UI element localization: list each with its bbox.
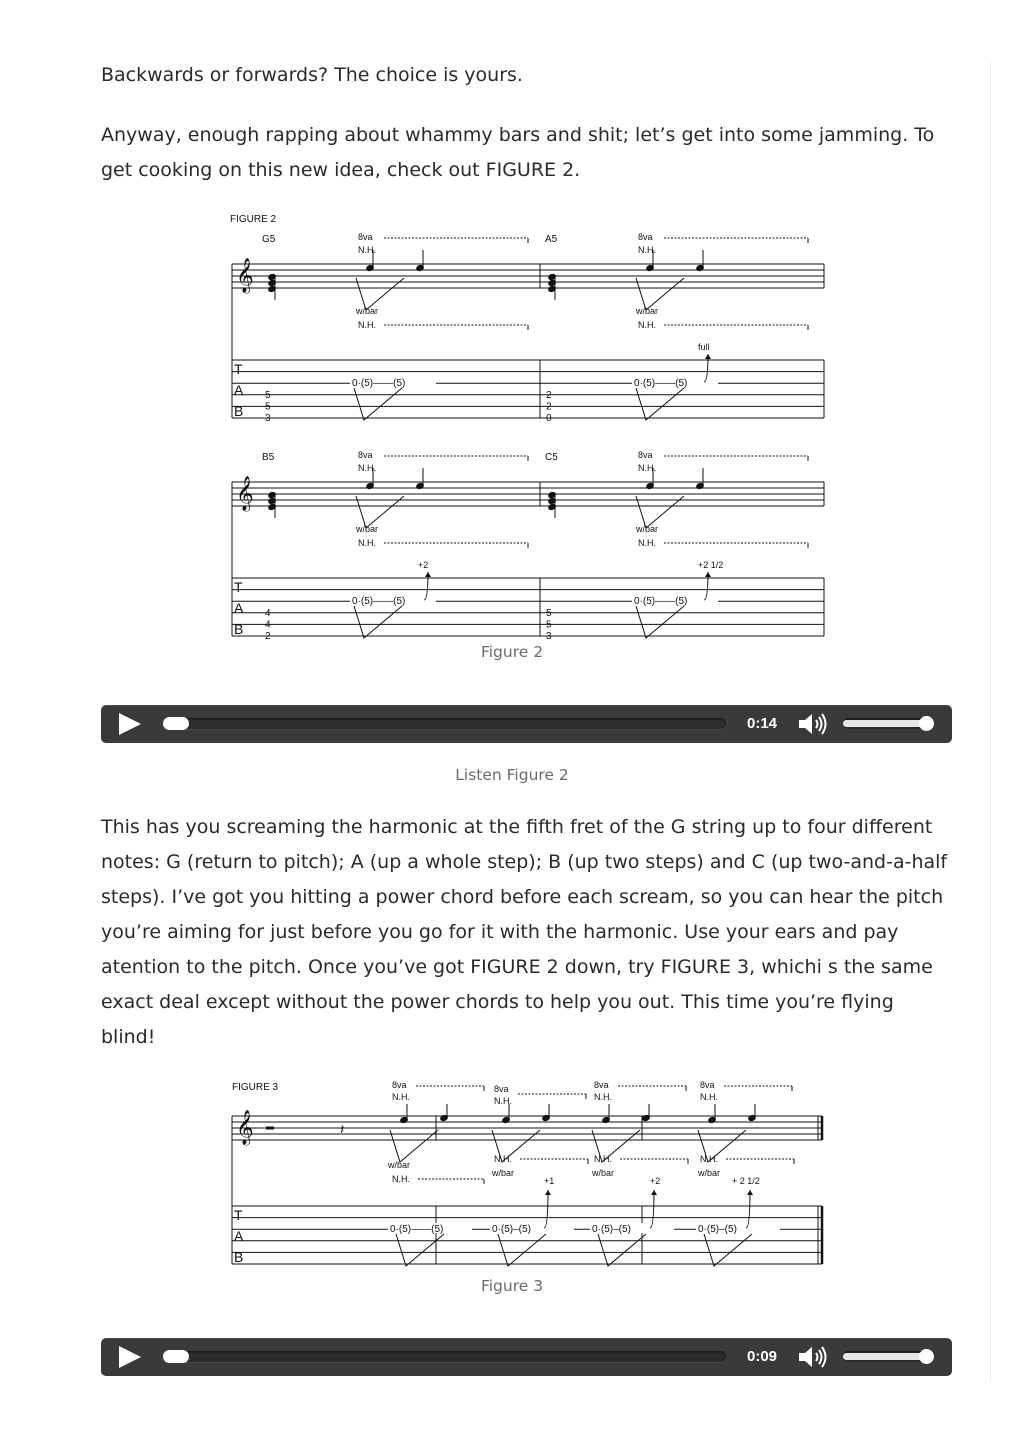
figure-2-caption: Figure 2 xyxy=(480,643,544,661)
seek-bar[interactable] xyxy=(163,1351,726,1362)
tab-clef-t: T xyxy=(234,1207,243,1223)
volume-icon[interactable] xyxy=(797,1345,831,1369)
bend-arrow xyxy=(651,1190,657,1195)
paragraph-lead-in: Anyway, enough rapping about whammy bars and shit; let’s get into some jamming. To get cooking on this new idea, check out FIGURE 2. xyxy=(101,124,935,181)
bend-arrow xyxy=(425,572,431,577)
bend-arrow xyxy=(705,354,711,359)
volume-slider[interactable] xyxy=(843,1351,934,1362)
chord-name: G5 xyxy=(262,234,276,245)
volume-icon[interactable] xyxy=(797,712,831,736)
harmonic-mark: N.H. xyxy=(700,1154,718,1164)
whammy-dip xyxy=(354,606,402,638)
chord-name: A5 xyxy=(545,234,558,245)
tab-fret: 2 xyxy=(546,401,552,413)
whammy-dip xyxy=(636,606,684,638)
tab-clef-a: A xyxy=(234,382,244,398)
tab-fret: 5 xyxy=(546,619,552,631)
whammy-label: w/bar xyxy=(492,1168,515,1178)
tab-notes: 0·(5)–(5) xyxy=(592,1224,631,1235)
whammy-label: w/bar xyxy=(356,306,379,316)
harmonic-mark: N.H. xyxy=(358,538,376,548)
ottava-mark: 8va xyxy=(700,1080,715,1090)
tab-fret: 4 xyxy=(265,608,271,619)
bend-arrow xyxy=(746,1190,750,1228)
harmonic-mark: N.H. xyxy=(494,1096,512,1106)
tab-fret: 4 xyxy=(265,619,271,631)
ottava-mark: 8va xyxy=(494,1084,509,1094)
time-display: 0:09 xyxy=(746,1348,778,1365)
whammy-dip xyxy=(598,1234,646,1266)
tab-clef-a: A xyxy=(234,1228,244,1244)
whammy-label: w/bar xyxy=(356,524,379,534)
play-button[interactable] xyxy=(119,1346,141,1368)
bend-arrow xyxy=(650,1190,654,1228)
volume-handle[interactable] xyxy=(919,1349,934,1364)
tab-fret: 3 xyxy=(546,631,552,643)
whammy-label: w/bar xyxy=(636,306,659,316)
tab-clef-t: T xyxy=(234,361,243,377)
volume-slider[interactable] xyxy=(843,718,934,729)
bend-arrow xyxy=(544,1190,548,1228)
treble-clef: 𝄞 xyxy=(236,477,254,510)
whammy-label: w/bar xyxy=(388,1160,411,1170)
volume-level xyxy=(843,720,929,727)
tab-clef-t: T xyxy=(234,579,243,595)
tab-notes: 0·(5)——(5) xyxy=(390,1224,444,1235)
tab-fret: 0 xyxy=(546,413,552,425)
harmonic-mark: N.H. xyxy=(594,1154,612,1164)
play-button[interactable] xyxy=(119,713,141,735)
bend-label: + 2 1/2 xyxy=(732,1176,760,1186)
tab-notes: 0·(5)–(5) xyxy=(492,1224,531,1235)
harmonic-mark: N.H. xyxy=(358,463,376,473)
whammy-dip xyxy=(636,388,684,420)
time-display: 0:14 xyxy=(746,715,778,732)
seek-bar[interactable] xyxy=(163,718,726,729)
bend-label: +1 xyxy=(544,1176,555,1186)
harmonic-mark: N.H. xyxy=(638,538,656,548)
volume-level xyxy=(843,1353,929,1360)
whammy-dip xyxy=(498,1234,546,1266)
whammy-label: w/bar xyxy=(698,1168,721,1178)
harmonic-mark: N.H. xyxy=(392,1174,410,1184)
figure-label: FIGURE 3 xyxy=(232,1082,279,1093)
player-1-caption: Listen Figure 2 xyxy=(455,766,569,784)
audio-player-figure-3 xyxy=(101,1338,952,1376)
ottava-mark: 8va xyxy=(638,450,653,460)
whammy-label: w/bar xyxy=(636,524,659,534)
treble-clef: 𝄞 xyxy=(236,1111,254,1144)
ottava-mark: 8va xyxy=(638,232,653,242)
harmonic-mark: N.H. xyxy=(700,1092,718,1102)
bend-label: +2 1/2 xyxy=(698,560,724,570)
tab-notes: 0·(5)——(5) xyxy=(634,596,688,607)
content-border xyxy=(990,62,991,1382)
tab-fret: 3 xyxy=(265,413,271,425)
figure-label: FIGURE 2 xyxy=(230,214,277,225)
bend-label: +2 xyxy=(650,1176,661,1186)
paragraph-intro: Backwards or forwards? The choice is yours. xyxy=(101,64,523,86)
harmonic-mark: N.H. xyxy=(638,320,656,330)
tab-clef-b: B xyxy=(234,1249,244,1265)
figure-2-notation xyxy=(228,208,828,643)
bend-arrow xyxy=(545,1190,551,1195)
tab-notes: 0·(5)–(5) xyxy=(698,1224,737,1235)
harmonic-mark: N.H. xyxy=(638,463,656,473)
tab-clef-b: B xyxy=(234,621,244,637)
figure-3-notation xyxy=(228,1076,828,1268)
ottava-mark: 8va xyxy=(392,1080,407,1090)
quarter-rest: 𝄽 xyxy=(340,1121,345,1137)
seek-handle[interactable] xyxy=(163,1350,189,1363)
harmonic-mark: N.H. xyxy=(358,245,376,255)
tab-clef-b: B xyxy=(234,403,244,419)
harmonic-mark: N.H. xyxy=(358,320,376,330)
tab-notes: 0·(5)——(5) xyxy=(352,378,406,389)
whammy-dip xyxy=(354,388,402,420)
whammy-dip xyxy=(396,1234,444,1266)
harmonic-mark: N.H. xyxy=(392,1092,410,1102)
tab-fret: 2 xyxy=(546,390,552,401)
chord-name: C5 xyxy=(545,452,558,463)
figure-3-caption: Figure 3 xyxy=(480,1277,544,1295)
bend-label: full xyxy=(698,342,710,352)
tab-notes: 0·(5)——(5) xyxy=(352,596,406,607)
whammy-label: w/bar xyxy=(592,1168,615,1178)
treble-clef: 𝄞 xyxy=(236,259,254,292)
volume-handle[interactable] xyxy=(919,716,934,731)
harmonic-mark: N.H. xyxy=(594,1092,612,1102)
tab-fret: 5 xyxy=(546,608,552,619)
audio-player-figure-2 xyxy=(101,705,952,743)
ottava-mark: 8va xyxy=(358,232,373,242)
chord-name: B5 xyxy=(262,452,275,463)
harmonic-mark: N.H. xyxy=(494,1154,512,1164)
bend-arrow xyxy=(747,1190,753,1195)
tab-notes: 0·(5)——(5) xyxy=(634,378,688,389)
ottava-mark: 8va xyxy=(358,450,373,460)
tab-fret: 5 xyxy=(265,401,271,413)
whammy-dip xyxy=(704,1234,752,1266)
bend-arrow xyxy=(705,572,711,577)
whammy-dip xyxy=(390,1130,438,1162)
paragraph-explanation: This has you screaming the harmonic at the fifth fret of the G string up to four different notes: G (return to pitch); A (up a whole step); B (up two steps) and C (up two-and-a-half steps). I’ve got you hitting a power chord before each scream, so you can hear the pitch you’re aiming for just before you go for it with the harmonic. Use your ears and pay atention to the pitch. Once you’ve got FIGURE 2 down, try FIGURE 3, whichi s the same exact deal except without the power chords to help you out. This time you’re flying blind! xyxy=(101,816,948,1048)
tab-clef-a: A xyxy=(234,600,244,616)
harmonic-mark: N.H. xyxy=(638,245,656,255)
tab-fret: 5 xyxy=(265,390,271,401)
tab-fret: 2 xyxy=(265,631,271,643)
bend-label: +2 xyxy=(418,560,429,570)
ottava-mark: 8va xyxy=(594,1080,609,1090)
seek-handle[interactable] xyxy=(163,717,189,730)
